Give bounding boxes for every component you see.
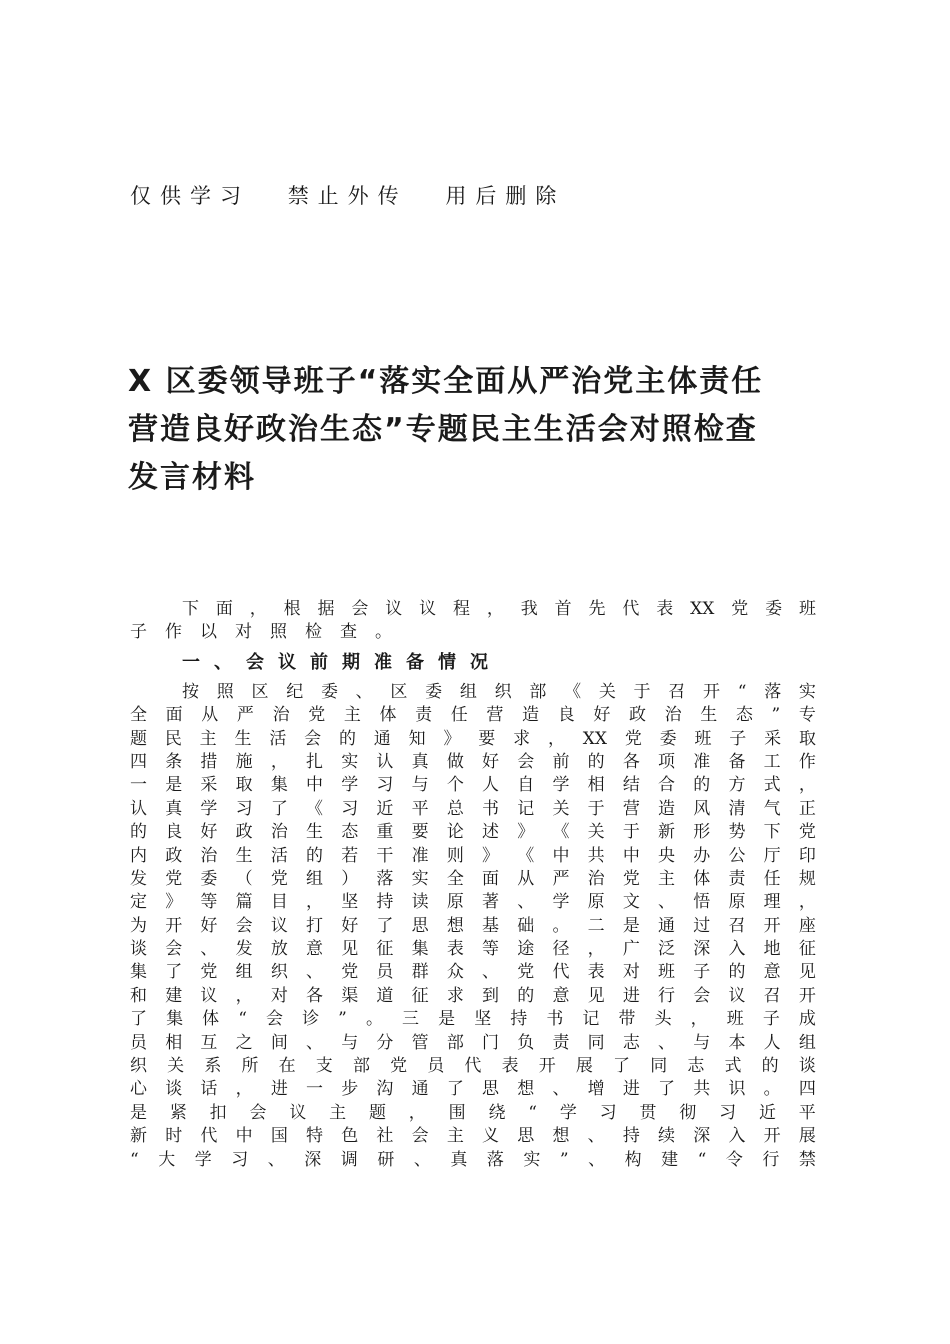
section-heading: 一、会议前期准备情况 (182, 651, 502, 673)
text-line: 员 相 互 之 间 、 与 分 管 部 门 负 责 同 志 、 与 本 人 组 (130, 1032, 816, 1053)
text-line: 了 集 体 “ 会 诊 ” 。 三 是 坚 持 书 记 带 头 ， 班 子 成 (130, 1009, 816, 1030)
text-line: 四 条 措 施 ， 扎 实 认 真 做 好 会 前 的 各 项 准 备 工 作 (130, 751, 816, 772)
text-line: 发 党 委 （ 党 组 ） 落 实 全 面 从 严 治 党 主 体 责 任 规 (130, 868, 816, 889)
text-line: 内 政 治 生 活 的 若 干 准 则 》 《 中 共 中 央 办 公 厅 印 (130, 845, 816, 866)
notice-no-distribution: 禁止外传 (287, 184, 408, 208)
text-line: 按 照 区 纪 委 、 区 委 组 织 部 《 关 于 召 开 “ 落 实 (182, 681, 816, 702)
text-line: 是 紧 扣 会 议 主 题 ， 围 绕 “ 学 习 贯 彻 习 近 平 (130, 1102, 816, 1123)
notice-study-only: 仅供学习 (130, 184, 250, 208)
document-body (130, 598, 816, 1172)
text-line: 集 了 党 组 织 、 党 员 群 众 、 党 代 表 对 班 子 的 意 见 (130, 962, 816, 983)
text-line: 一 是 采 取 集 中 学 习 与 个 人 自 学 相 结 合 的 方 式 ， (130, 775, 816, 796)
text-line: 认 真 学 习 了 《 习 近 平 总 书 记 关 于 营 造 风 清 气 正 (130, 798, 816, 819)
text-line: “ 大 学 习 、 深 调 研 、 真 落 实 ” 、 构 建 “ 令 行 禁 (130, 1149, 816, 1170)
text-line: 新 时 代 中 国 特 色 社 会 主 义 思 想 、 持 续 深 入 开 展 (130, 1126, 816, 1147)
text-line: 谈 会 、 发 放 意 见 征 集 表 等 途 径 ， 广 泛 深 入 地 征 (130, 939, 816, 960)
text-line: 心 谈 话 ， 进 一 步 沟 通 了 思 想 、 增 进 了 共 识 。 四 (130, 1079, 816, 1100)
title-line: 营造良好政治生态”专题民主生活会对照检查 (128, 412, 758, 447)
text-line: 子 作 以 对 照 检 查 。 (130, 622, 392, 643)
text-line: 下 面 ， 根 据 会 议 议 程 ， 我 首 先 代 表 XX 党 委 班 (182, 599, 816, 619)
text-line: 定 》 等 篇 目 ， 坚 持 读 原 著 、 学 原 文 、 悟 原 理 ， (130, 892, 816, 913)
title-line: 发言材料 (128, 460, 256, 495)
confidentiality-notice (130, 180, 587, 210)
text-line: 全 面 从 严 治 党 主 体 责 任 营 造 良 好 政 治 生 态 ” 专 (130, 705, 816, 726)
text-line: 织 关 系 所 在 支 部 党 员 代 表 开 展 了 同 志 式 的 谈 (130, 1056, 816, 1077)
section-paragraph (130, 681, 816, 1172)
title-line: X 区委领导班子“落实全面从严治党主体责任 (128, 364, 764, 399)
notice-delete-after-use: 用后删除 (445, 184, 566, 208)
document-title (128, 358, 828, 502)
text-line: 和 建 议 ， 对 各 渠 道 征 求 到 的 意 见 进 行 会 议 召 开 (130, 985, 816, 1006)
text-line: 为 开 好 会 议 打 好 了 思 想 基 础 。 二 是 通 过 召 开 座 (130, 915, 816, 936)
intro-paragraph (130, 598, 816, 645)
text-line: 题 民 主 生 活 会 的 通 知 》 要 求 ， XX 党 委 班 子 采 取 (130, 728, 816, 749)
text-line: 的 良 好 政 治 生 态 重 要 论 述 》 《 关 于 新 形 势 下 党 (130, 822, 816, 843)
